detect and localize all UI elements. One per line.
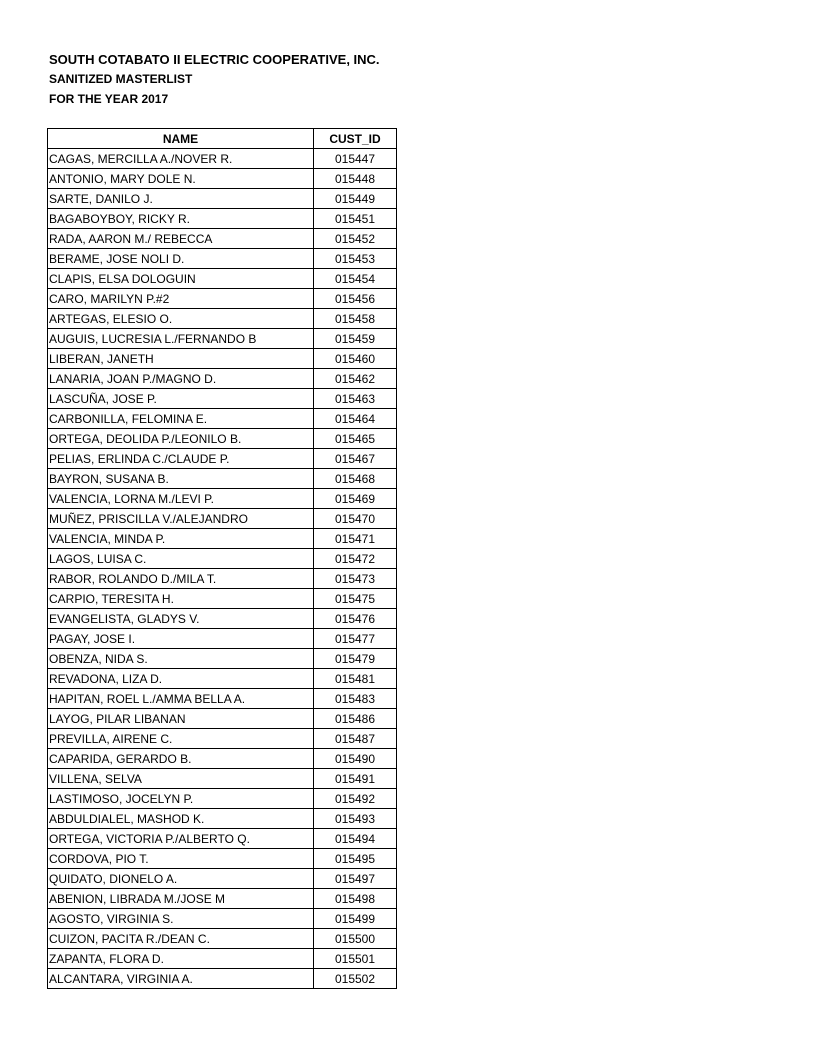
customer-id-cell: 015495 (314, 849, 397, 869)
customer-id-cell: 015454 (314, 269, 397, 289)
customer-name-cell: AUGUIS, LUCRESIA L./FERNANDO B (48, 329, 314, 349)
table-row (48, 149, 397, 169)
table-row (48, 769, 397, 789)
customer-name-cell: RADA, AARON M./ REBECCA (48, 229, 314, 249)
table-row (48, 389, 397, 409)
document-subtitle: SANITIZED MASTERLIST (49, 72, 193, 86)
customer-name-cell: ZAPANTA, FLORA D. (48, 949, 314, 969)
table-row (48, 949, 397, 969)
customer-id-cell: 015497 (314, 869, 397, 889)
customer-name-cell: ALCANTARA, VIRGINIA A. (48, 969, 314, 989)
customer-id-cell: 015463 (314, 389, 397, 409)
table-row (48, 929, 397, 949)
table-row (48, 229, 397, 249)
table-row (48, 609, 397, 629)
table-row (48, 589, 397, 609)
table-row (48, 889, 397, 909)
table-row (48, 509, 397, 529)
customer-name-cell: ORTEGA, VICTORIA P./ALBERTO Q. (48, 829, 314, 849)
table-row (48, 449, 397, 469)
document-header (49, 50, 380, 109)
customer-id-cell: 015462 (314, 369, 397, 389)
year-line: FOR THE YEAR 2017 (49, 92, 169, 106)
customer-id-cell: 015475 (314, 589, 397, 609)
customer-id-cell: 015451 (314, 209, 397, 229)
customer-id-cell: 015460 (314, 349, 397, 369)
table-row (48, 969, 397, 989)
customer-name-cell: ABDULDIALEL, MASHOD K. (48, 809, 314, 829)
customer-id-cell: 015472 (314, 549, 397, 569)
customer-name-cell: LASCUÑA, JOSE P. (48, 389, 314, 409)
customer-name-cell: BAGABOYBOY, RICKY R. (48, 209, 314, 229)
customer-name-cell: CARBONILLA, FELOMINA E. (48, 409, 314, 429)
customer-name-cell: AGOSTO, VIRGINIA S. (48, 909, 314, 929)
customer-id-cell: 015494 (314, 829, 397, 849)
customer-name-cell: LANARIA, JOAN P./MAGNO D. (48, 369, 314, 389)
customer-id-cell: 015502 (314, 969, 397, 989)
customer-name-cell: ARTEGAS, ELESIO O. (48, 309, 314, 329)
table-row (48, 189, 397, 209)
customer-id-cell: 015479 (314, 649, 397, 669)
table-row (48, 689, 397, 709)
customer-id-cell: 015487 (314, 729, 397, 749)
table-row (48, 549, 397, 569)
customer-name-cell: LIBERAN, JANETH (48, 349, 314, 369)
table-row (48, 429, 397, 449)
customer-id-cell: 015452 (314, 229, 397, 249)
table-row (48, 829, 397, 849)
customer-name-cell: CUIZON, PACITA R./DEAN C. (48, 929, 314, 949)
table-row (48, 329, 397, 349)
customer-id-cell: 015469 (314, 489, 397, 509)
customer-name-cell: CAGAS, MERCILLA A./NOVER R. (48, 149, 314, 169)
customer-id-cell: 015467 (314, 449, 397, 469)
customer-id-cell: 015449 (314, 189, 397, 209)
table-row (48, 709, 397, 729)
customer-id-cell: 015470 (314, 509, 397, 529)
customer-name-cell: LASTIMOSO, JOCELYN P. (48, 789, 314, 809)
customer-id-cell: 015458 (314, 309, 397, 329)
customer-name-cell: PELIAS, ERLINDA C./CLAUDE P. (48, 449, 314, 469)
table-row (48, 249, 397, 269)
customer-name-cell: LAGOS, LUISA C. (48, 549, 314, 569)
customer-name-cell: BAYRON, SUSANA B. (48, 469, 314, 489)
column-header-cust-id: CUST_ID (314, 129, 397, 149)
customer-name-cell: CARPIO, TERESITA H. (48, 589, 314, 609)
table-row (48, 749, 397, 769)
customer-name-cell: VALENCIA, MINDA P. (48, 529, 314, 549)
table-row (48, 789, 397, 809)
customer-id-cell: 015465 (314, 429, 397, 449)
customer-name-cell: PREVILLA, AIRENE C. (48, 729, 314, 749)
customer-id-cell: 015500 (314, 929, 397, 949)
table-row (48, 529, 397, 549)
table-row (48, 169, 397, 189)
customer-id-cell: 015486 (314, 709, 397, 729)
table-row (48, 309, 397, 329)
customer-id-cell: 015459 (314, 329, 397, 349)
customer-id-cell: 015499 (314, 909, 397, 929)
table-row (48, 729, 397, 749)
table-row (48, 569, 397, 589)
customer-id-cell: 015471 (314, 529, 397, 549)
customer-name-cell: EVANGELISTA, GLADYS V. (48, 609, 314, 629)
table-row (48, 269, 397, 289)
table-row (48, 209, 397, 229)
table-header-row (48, 129, 397, 149)
masterlist-table (47, 128, 397, 989)
table-row (48, 469, 397, 489)
customer-id-cell: 015448 (314, 169, 397, 189)
customer-name-cell: CARO, MARILYN P.#2 (48, 289, 314, 309)
customer-name-cell: ANTONIO, MARY DOLE N. (48, 169, 314, 189)
table-row (48, 649, 397, 669)
table-row (48, 489, 397, 509)
customer-id-cell: 015490 (314, 749, 397, 769)
table-row (48, 289, 397, 309)
customer-name-cell: PAGAY, JOSE I. (48, 629, 314, 649)
customer-name-cell: VILLENA, SELVA (48, 769, 314, 789)
customer-name-cell: ABENION, LIBRADA M./JOSE M (48, 889, 314, 909)
customer-name-cell: BERAME, JOSE NOLI D. (48, 249, 314, 269)
customer-id-cell: 015468 (314, 469, 397, 489)
customer-id-cell: 015447 (314, 149, 397, 169)
table-row (48, 809, 397, 829)
table-row (48, 349, 397, 369)
customer-name-cell: HAPITAN, ROEL L./AMMA BELLA A. (48, 689, 314, 709)
customer-name-cell: LAYOG, PILAR LIBANAN (48, 709, 314, 729)
customer-name-cell: REVADONA, LIZA D. (48, 669, 314, 689)
customer-id-cell: 015492 (314, 789, 397, 809)
customer-id-cell: 015476 (314, 609, 397, 629)
customer-name-cell: CAPARIDA, GERARDO B. (48, 749, 314, 769)
customer-name-cell: RABOR, ROLANDO D./MILA T. (48, 569, 314, 589)
customer-name-cell: CLAPIS, ELSA DOLOGUIN (48, 269, 314, 289)
customer-name-cell: CORDOVA, PIO T. (48, 849, 314, 869)
table-body (48, 149, 397, 989)
customer-id-cell: 015473 (314, 569, 397, 589)
customer-id-cell: 015483 (314, 689, 397, 709)
table-row (48, 849, 397, 869)
customer-name-cell: VALENCIA, LORNA M./LEVI P. (48, 489, 314, 509)
customer-name-cell: QUIDATO, DIONELO A. (48, 869, 314, 889)
customer-id-cell: 015453 (314, 249, 397, 269)
table-row (48, 629, 397, 649)
customer-id-cell: 015491 (314, 769, 397, 789)
customer-id-cell: 015493 (314, 809, 397, 829)
customer-id-cell: 015501 (314, 949, 397, 969)
table-row (48, 869, 397, 889)
customer-id-cell: 015481 (314, 669, 397, 689)
customer-id-cell: 015498 (314, 889, 397, 909)
table-row (48, 369, 397, 389)
table-row (48, 909, 397, 929)
customer-name-cell: SARTE, DANILO J. (48, 189, 314, 209)
table-row (48, 409, 397, 429)
customer-name-cell: MUÑEZ, PRISCILLA V./ALEJANDRO (48, 509, 314, 529)
customer-id-cell: 015477 (314, 629, 397, 649)
customer-id-cell: 015456 (314, 289, 397, 309)
table-row (48, 669, 397, 689)
customer-name-cell: ORTEGA, DEOLIDA P./LEONILO B. (48, 429, 314, 449)
customer-name-cell: OBENZA, NIDA S. (48, 649, 314, 669)
customer-id-cell: 015464 (314, 409, 397, 429)
column-header-name: NAME (48, 129, 314, 149)
company-title: SOUTH COTABATO II ELECTRIC COOPERATIVE, INC. (49, 52, 380, 67)
